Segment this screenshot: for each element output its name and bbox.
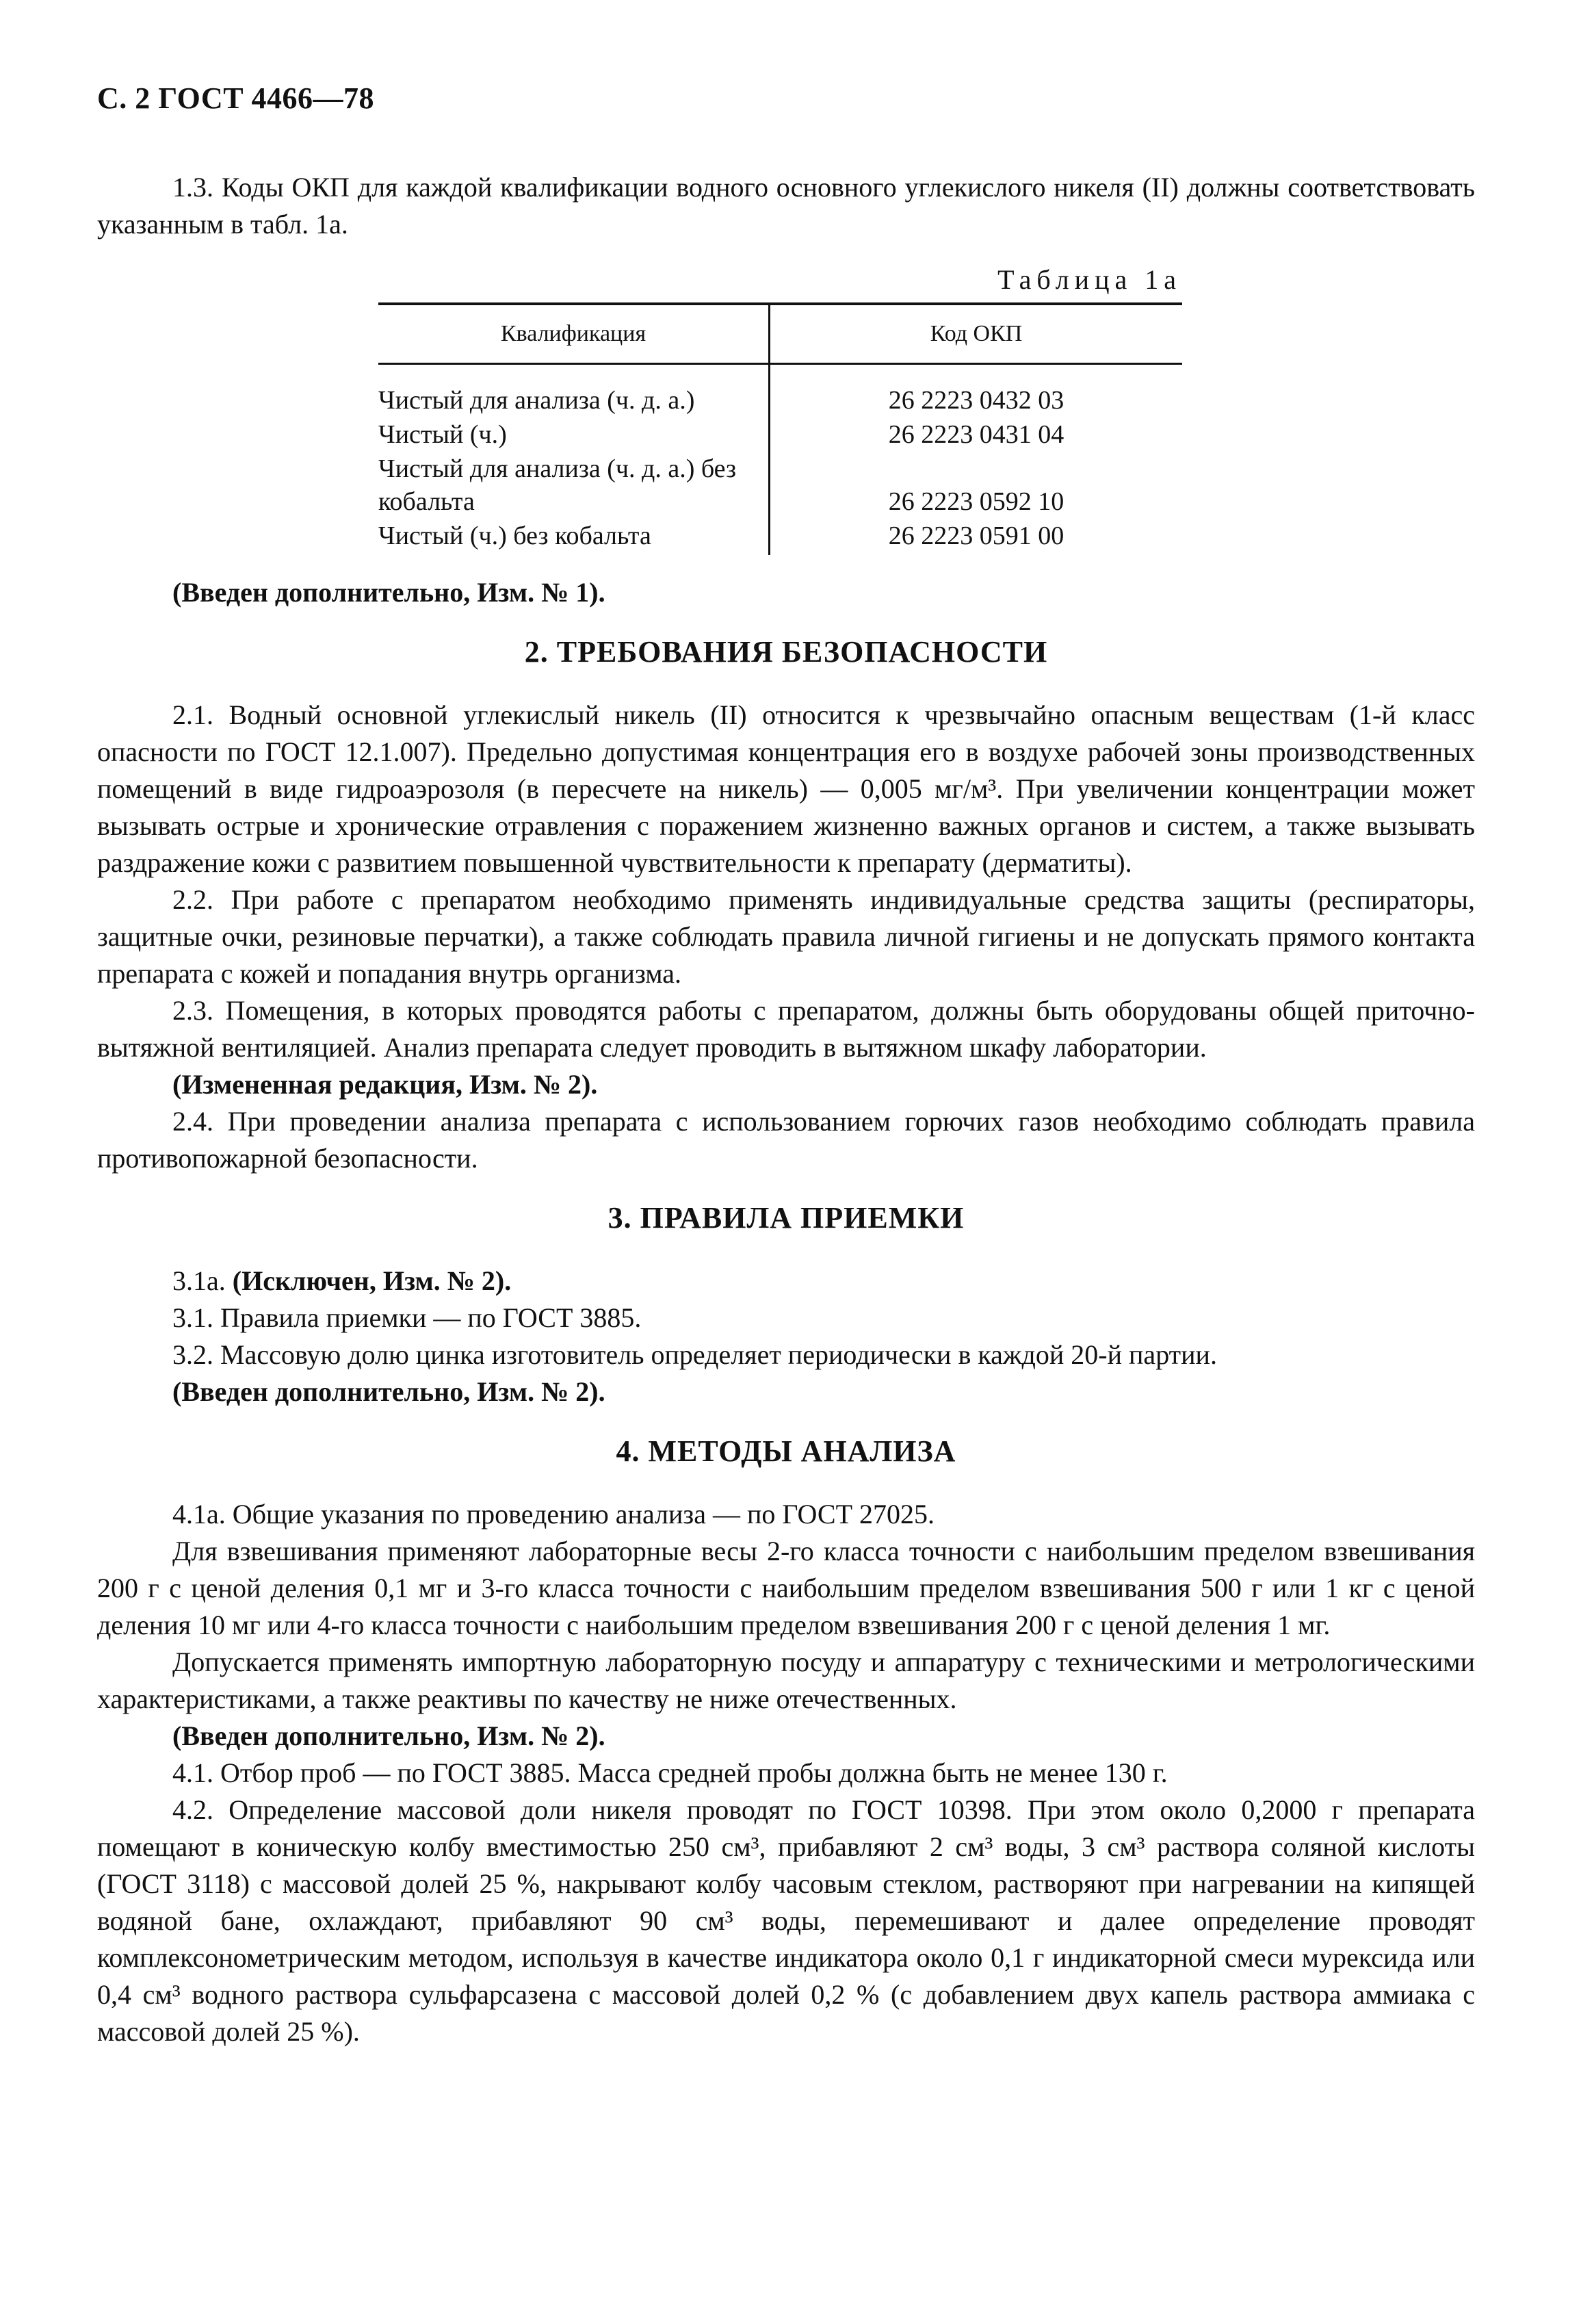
table-header-qualification: Квалификация bbox=[378, 304, 770, 364]
paragraph-1-3: 1.3. Коды ОКП для каждой квалификации водного основного углекислого никеля (II) должны соответствовать указанным в табл. 1а. bbox=[97, 172, 1475, 240]
table-cell-qualification: Чистый (ч.) без кобальта bbox=[378, 519, 770, 555]
page-header: С. 2 ГОСТ 4466—78 bbox=[97, 81, 375, 115]
paragraph-number: 3.1а. bbox=[172, 1265, 226, 1296]
paragraph-3-1a bbox=[97, 1263, 1475, 1300]
table-cell-code: 26 2223 0431 04 bbox=[888, 420, 1064, 449]
table-caption: Таблица 1а bbox=[997, 264, 1181, 295]
table-cell-code: 26 2223 0591 00 bbox=[888, 521, 1064, 550]
table-cell-qualification: Чистый для анализа (ч. д. а.) без кобальта bbox=[378, 452, 770, 519]
paragraph-4-1a-weighing: Для взвешивания применяют лабораторные весы 2-го класса точности с наибольшим пределом взвешивания 200 г с ценой деления 0,1 мг и 3-го класса точности с наибольшим пределом взвешивания 500 г или 1 кг с ценой деления 10 мг или 4-го класса точности с наибольшим пределом взвешивания 200 г с ценой деления 1 мг. bbox=[97, 1536, 1475, 1640]
amendment-note: (Введен дополнительно, Изм. № 2). bbox=[172, 1720, 605, 1751]
amendment-note: (Введен дополнительно, Изм. № 2). bbox=[172, 1376, 605, 1407]
document-page bbox=[97, 81, 1475, 2050]
paragraph-2-1: 2.1. Водный основной углекислый никель (II) относится к чрезвычайно опасным веществам (1-й класс опасности по ГОСТ 12.1.007). Предельно допустимая концентрация его в воздухе рабочей зоны производственных помещений в виде гидроаэрозоля (в пересчете на никель) — 0,005 мг/м³. При увеличении концентрации может вызывать острые и хронические отравления с поражением жизненно важных органов и систем, а также вызывать раздражение кожи с развитием повышенной чувствительности к препарату (дерматиты). bbox=[97, 699, 1475, 878]
table-header-code: Код ОКП bbox=[770, 304, 1183, 364]
paragraph-4-1a-equipment: Допускается применять импортную лабораторную посуду и аппаратуру с техническими и метрологическими характеристиками, а также реактивы по качеству не ниже отечественных. bbox=[97, 1647, 1475, 1714]
table-row bbox=[378, 417, 1182, 452]
paragraph-2-3: 2.3. Помещения, в которых проводятся работы с препаратом, должны быть оборудованы общей приточно-вытяжной вентиляцией. Анализ препарата следует проводить в вытяжном шкафу лаборатории. bbox=[97, 995, 1475, 1063]
amendment-note: (Измененная редакция, Изм. № 2). bbox=[172, 1069, 598, 1100]
paragraph-2-2: 2.2. При работе с препаратом необходимо применять индивидуальные средства защиты (респираторы, защитные очки, резиновые перчатки), а также соблюдать правила личной гигиены и не допускать прямого контакта препарата с кожей и попадания внутрь организма. bbox=[97, 884, 1475, 989]
amendment-note: (Введен дополнительно, Изм. № 1). bbox=[172, 577, 605, 608]
paragraph-3-1: 3.1. Правила приемки — по ГОСТ 3885. bbox=[172, 1302, 642, 1333]
amendment-note: (Исключен, Изм. № 2). bbox=[232, 1265, 512, 1296]
table-cell-code: 26 2223 0432 03 bbox=[888, 386, 1064, 415]
section-3-title: 3. ПРАВИЛА ПРИЕМКИ bbox=[607, 1201, 965, 1235]
table-row bbox=[378, 519, 1182, 555]
section-2-title: 2. ТРЕБОВАНИЯ БЕЗОПАСНОСТИ bbox=[524, 635, 1048, 669]
table-row bbox=[378, 452, 1182, 519]
paragraph-4-2: 4.2. Определение массовой доли никеля проводят по ГОСТ 10398. При этом около 0,2000 г препарата помещают в коническую колбу вместимостью 250 см³, прибавляют 2 см³ воды, 3 см³ раствора соляной кислоты (ГОСТ 3118) с массовой долей 25 %, накрывают колбу часовым стеклом, растворяют при нагревании на кипящей водяной бане, охлаждают, прибавляют 90 см³ воды, перемешивают и далее определение проводят комплексонометрическим методом, используя в качестве индикатора около 0,1 г индикаторной смеси мурексида или 0,4 см³ водного раствора сульфарсазена с массовой долей 0,2 % (с добавлением двух капель раствора аммиака с массовой долей 25 %). bbox=[97, 1794, 1475, 2047]
okp-codes-table bbox=[378, 302, 1182, 555]
paragraph-2-4: 2.4. При проведении анализа препарата с использованием горючих газов необходимо соблюдать правила противопожарной безопасности. bbox=[97, 1106, 1475, 1174]
table-row bbox=[378, 364, 1182, 418]
paragraph-3-2: 3.2. Массовую долю цинка изготовитель определяет периодически в каждой 20-й партии. bbox=[172, 1339, 1217, 1370]
table-cell-qualification: Чистый для анализа (ч. д. а.) bbox=[378, 364, 770, 418]
table-cell-code: 26 2223 0592 10 bbox=[888, 487, 1064, 516]
paragraph-4-1: 4.1. Отбор проб — по ГОСТ 3885. Масса средней пробы должна быть не менее 130 г. bbox=[172, 1757, 1168, 1788]
section-4-title: 4. МЕТОДЫ АНАЛИЗА bbox=[616, 1434, 956, 1468]
table-cell-qualification: Чистый (ч.) bbox=[378, 417, 770, 452]
paragraph-4-1a: 4.1а. Общие указания по проведению анализа — по ГОСТ 27025. bbox=[172, 1499, 935, 1529]
